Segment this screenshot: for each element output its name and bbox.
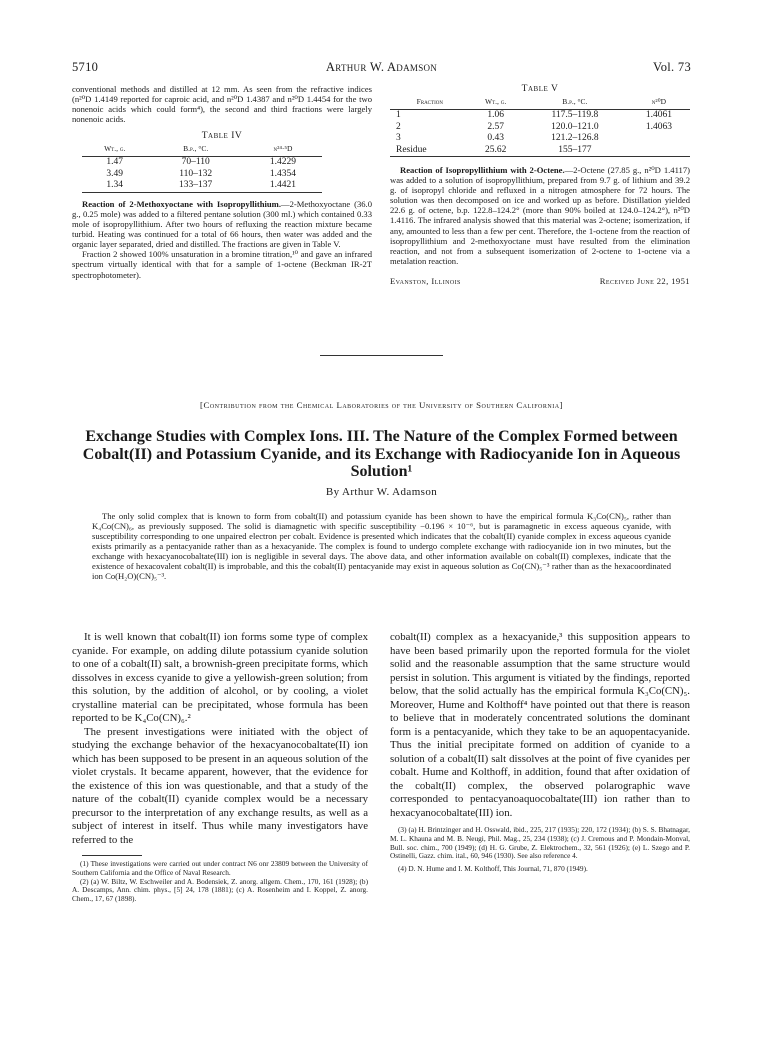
affiliation-city: Evanston, Illinois	[390, 275, 461, 286]
table-caption: Table IV	[201, 131, 243, 142]
table-cell: 1.34	[82, 180, 147, 192]
byline: By Arthur W. Adamson	[325, 486, 438, 498]
prev-paragraph	[390, 165, 690, 266]
table-cell: 1.47	[106, 157, 124, 168]
abstract: The only solid complex that is known to form from cobalt(II) and potassium cyanide has been shown to have the empirical formula K₃Co(CN)₅, rather than K₄Co(CN)₆, as previously supposed. The solid is diamagnetic with specific susceptibility −0.196 × 10⁻⁶, but is paramagnetic in excess aqueous cyanide, with susceptibility corresponding to one unpaired electron per cobalt. Evidence is presented which indicates that the cobalt(II) cyanide complex in excess aqueous cyanide exists primarily as a pentacyanide rather than as a hexacyanide. The complex is found to undergo complete exchange with radiocyanide ion in two minutes, but the exchange with hexacyanocobaltate(III) ion is negligible in several days. The above data, and other information available on cobalt(II) complexes, indicate that the existence of hexacovalent cobalt(II) is improbable, and this the cobalt(II) pentacyanide may exist in aqueous solution as Co(CN)₅⁻³ rather than as the hexacoordinated ion Co(H₂O)(CN)₅⁻³.	[92, 511, 671, 582]
article-separator	[320, 355, 443, 356]
table-cell: 1.06	[487, 110, 504, 120]
table-row	[82, 180, 322, 192]
contribution-line: [Contribution from the Chemical Laboratories of the University of Southern California]	[200, 400, 563, 410]
table-row	[390, 133, 690, 145]
table-cell: 25.62	[470, 145, 522, 157]
table-iv	[82, 143, 322, 193]
footnote: (1) These investigations were carried out under contract N6 onr 23809 between the University of Southern California and the Office of Naval Research.	[72, 859, 368, 877]
table-cell: 1.4061	[645, 110, 673, 120]
article-title: Exchange Studies with Complex Ions. III. The Nature of the Complex Formed between Cobalt(II) and Potassium Cyanide, and its Exchange with Radiocyanide Ion in Aqueous Solution¹	[82, 428, 681, 481]
running-author: Arthur W. Adamson	[325, 60, 438, 74]
table-header: Wt., g.	[82, 143, 147, 157]
footnote: (4) D. N. Hume and I. M. Kolthoff, This Journal, 71, 870 (1949).	[398, 864, 588, 874]
table-cell: 110–132	[179, 168, 213, 179]
received-date: Received June 22, 1951	[599, 275, 690, 286]
body-right-column	[390, 631, 690, 874]
table-header: Fraction	[390, 96, 470, 110]
table-cell: 3.49	[106, 168, 124, 179]
table-caption: Table V	[521, 84, 559, 94]
body-paragraph: The present investigations were initiated with the object of studying the exchange behavior of the hexacyanocobaltate(II) ion which has been supposed to be present in an aqueous solution of the violet crystals. It became apparent, however, that the evidence for the existence of this ion was questionable, and that a study of the nature of the cobalt(II) cyanide complex would be a necessary precursor to the interpretation of any exchange results, as well as a subject of interest in itself. Thus while many investigators have referred to the	[72, 725, 368, 846]
table-cell: 70–110	[181, 157, 210, 168]
footnote-rule	[82, 855, 142, 856]
table-header: Wt., g.	[470, 96, 522, 110]
table-row	[82, 169, 322, 181]
prev-article-right-column	[390, 84, 690, 286]
prev-article-left-column	[72, 84, 372, 280]
table-cell: 1.4421	[244, 180, 322, 192]
table-cell: 120.0–121.0	[551, 121, 599, 132]
volume-number: Vol. 73	[653, 60, 691, 74]
table-cell: 117.5–119.8	[551, 110, 599, 120]
run-in-heading: Reaction of 2-Methoxyoctane with Isopropyllithium.	[82, 198, 281, 209]
table-row	[390, 110, 690, 122]
table-cell: 2.57	[487, 121, 504, 132]
table-cell	[628, 133, 690, 145]
table-row	[390, 122, 690, 134]
table-header: n²⁴·⁵D	[244, 143, 322, 157]
paragraph-text: —2-Methoxyoctane (36.0 g., 0.25 mole) was added to a filtered pentane solution (300 ml.) which contained 0.33 mole of isopropyllithium. After two hours of refluxing the reaction mixture became turbid. Heating was continued for a total of 66 hours, then water was added and the organic layer separated, dried and distilled. The fractions are given in Table V.	[72, 198, 373, 250]
affiliation-line	[390, 276, 690, 286]
table-cell: 1.4229	[269, 157, 297, 168]
table-header: n²⁰D	[628, 96, 690, 110]
body-paragraph: cobalt(II) complex as a hexacyanide,³ this supposition appears to have been based primarily upon the reported formula for the violet solid and the reasonable assumption that the same structure would persist in solution. This argument is vitiated by the findings, reported below, that the solid actually has the empirical formula K₃Co(CN)₅. Moreover, Hume and Kolthoff⁴ have pointed out that there is reason to believe that in moderately concentrated solutions the dominant form is a pentacyanide, which they take to be an aquopentacyanide. Thus the initial precipitate formed on addition of cyanide to a solution of a cobalt(II) salt dissolves at the point of five cyanides per cobalt. Hume and Kolthoff, in addition, found that after oxidation of the cobalt(II) complex, the observed polarographic wave corresponded to pentacyanoaquocobaltate(III) ion rather than to hexacyanocobaltate(III) ion.	[390, 631, 690, 819]
table-cell: 155–177	[522, 145, 628, 157]
run-in-heading: Reaction of Isopropyllithium with 2-Octene.	[400, 165, 565, 175]
table-cell	[628, 145, 690, 157]
footnote: (2) (a) W. Biltz, W. Eschweiler and A. Bodensiek, Z. anorg. allgem. Chem., 170, 161 (1928); (b) A. Descamps, Ann. chim. phys., [5] 24, 178 (1881); (c) A. Rosenheim and I. Koppel, Z. anorg. Chem., 17, 67 (1898).	[72, 876, 368, 904]
table-v	[390, 96, 690, 157]
table-row	[82, 157, 322, 169]
table-cell: 1.4063	[645, 121, 673, 132]
body-paragraph: It is well known that cobalt(II) ion forms some type of complex cyanide. For example, on adding dilute potassium cyanide solution to one of a cobalt(II) salt, a brownish-green precipitate forms, which dissolves in excess cyanide to give a yellowish-green solution; from this solution, by the addition of alcohol, or by cooling, a violet crystalline material can be precipitated, whose formula has been reported to be K₄Co(CN)₆.²	[72, 631, 368, 724]
prev-paragraph: Fraction 2 showed 100% unsaturation in a bromine titration,¹⁰ and gave an infrared spectrum virtually identical with that for a sample of 1-octene (Beckman IR-2T spectrophotometer).	[72, 249, 372, 280]
paragraph-text: —2-Octene (27.85 g., n²⁰D 1.4117) was added to a solution of isopropyllithium, prepared from 9.7 g. of lithium and 39.2 g. of isopropyl chloride and refluxed in a nitrogen atmosphere for 72 hours. The solution was then decomposed on ice and worked up as before. Distillation yielded 22.6 g. of octene, b.p. 122.8–124.2° (more than 90% boiled at 124.0–124.2°), n²⁰D 1.4116. The infrared analysis showed that this material was 2-octene; isomerization, if any, amounted to less than a few per cent. Therefore, the 1-octene from the reaction of isopropyllithium and 2-methoxyoctane must have resulted from the elimination reaction, and not from a subsequent isomerization of 2-octene to 1-octene via a metalation reaction.	[390, 165, 690, 266]
table-header: B.p., °C.	[147, 143, 244, 157]
body-left-column	[72, 631, 368, 904]
table-cell: 1.4354	[269, 168, 297, 179]
footnote: (3) (a) H. Brintzinger and H. Osswald, ibid., 225, 217 (1935); 220, 172 (1934); (b) S. S. Bhatnagar, M. L. Khauna and M. B. Neugi, Phil. Mag., 25, 234 (1938); (c) J. Cremous and P. Mondain-Monval, Bull. soc. chim., 700 (1949); (d) H. G. Grube, Z. Elektrochem., 32, 561 (1926); (e) L. Szego and P. Ostinelli, Gazz. chim. ital., 60, 946 (1930). See also reference 4.	[390, 825, 690, 861]
table-cell: 3	[396, 133, 401, 143]
prev-paragraph: conventional methods and distilled at 12 mm. As seen from the refractive indices (n²⁰D 1.4149 reported for caproic acid, and n²⁰D 1.4387 and n²⁰D 1.4454 for the two nonenoic acids which could form⁴), the second and third fractions were largely nonenoic acids.	[72, 84, 372, 125]
table-header: B.p., °C.	[522, 96, 628, 110]
prev-paragraph	[72, 199, 372, 249]
table-cell: 2	[396, 121, 401, 132]
table-cell: 0.43	[487, 133, 504, 143]
table-cell: Residue	[390, 145, 470, 157]
table-cell: 133–137	[147, 180, 244, 192]
page-number: 5710	[72, 60, 99, 74]
table-cell: 121.2–126.8	[551, 133, 599, 143]
running-header	[72, 60, 691, 78]
table-row	[390, 145, 690, 157]
table-cell: 1	[396, 110, 401, 120]
